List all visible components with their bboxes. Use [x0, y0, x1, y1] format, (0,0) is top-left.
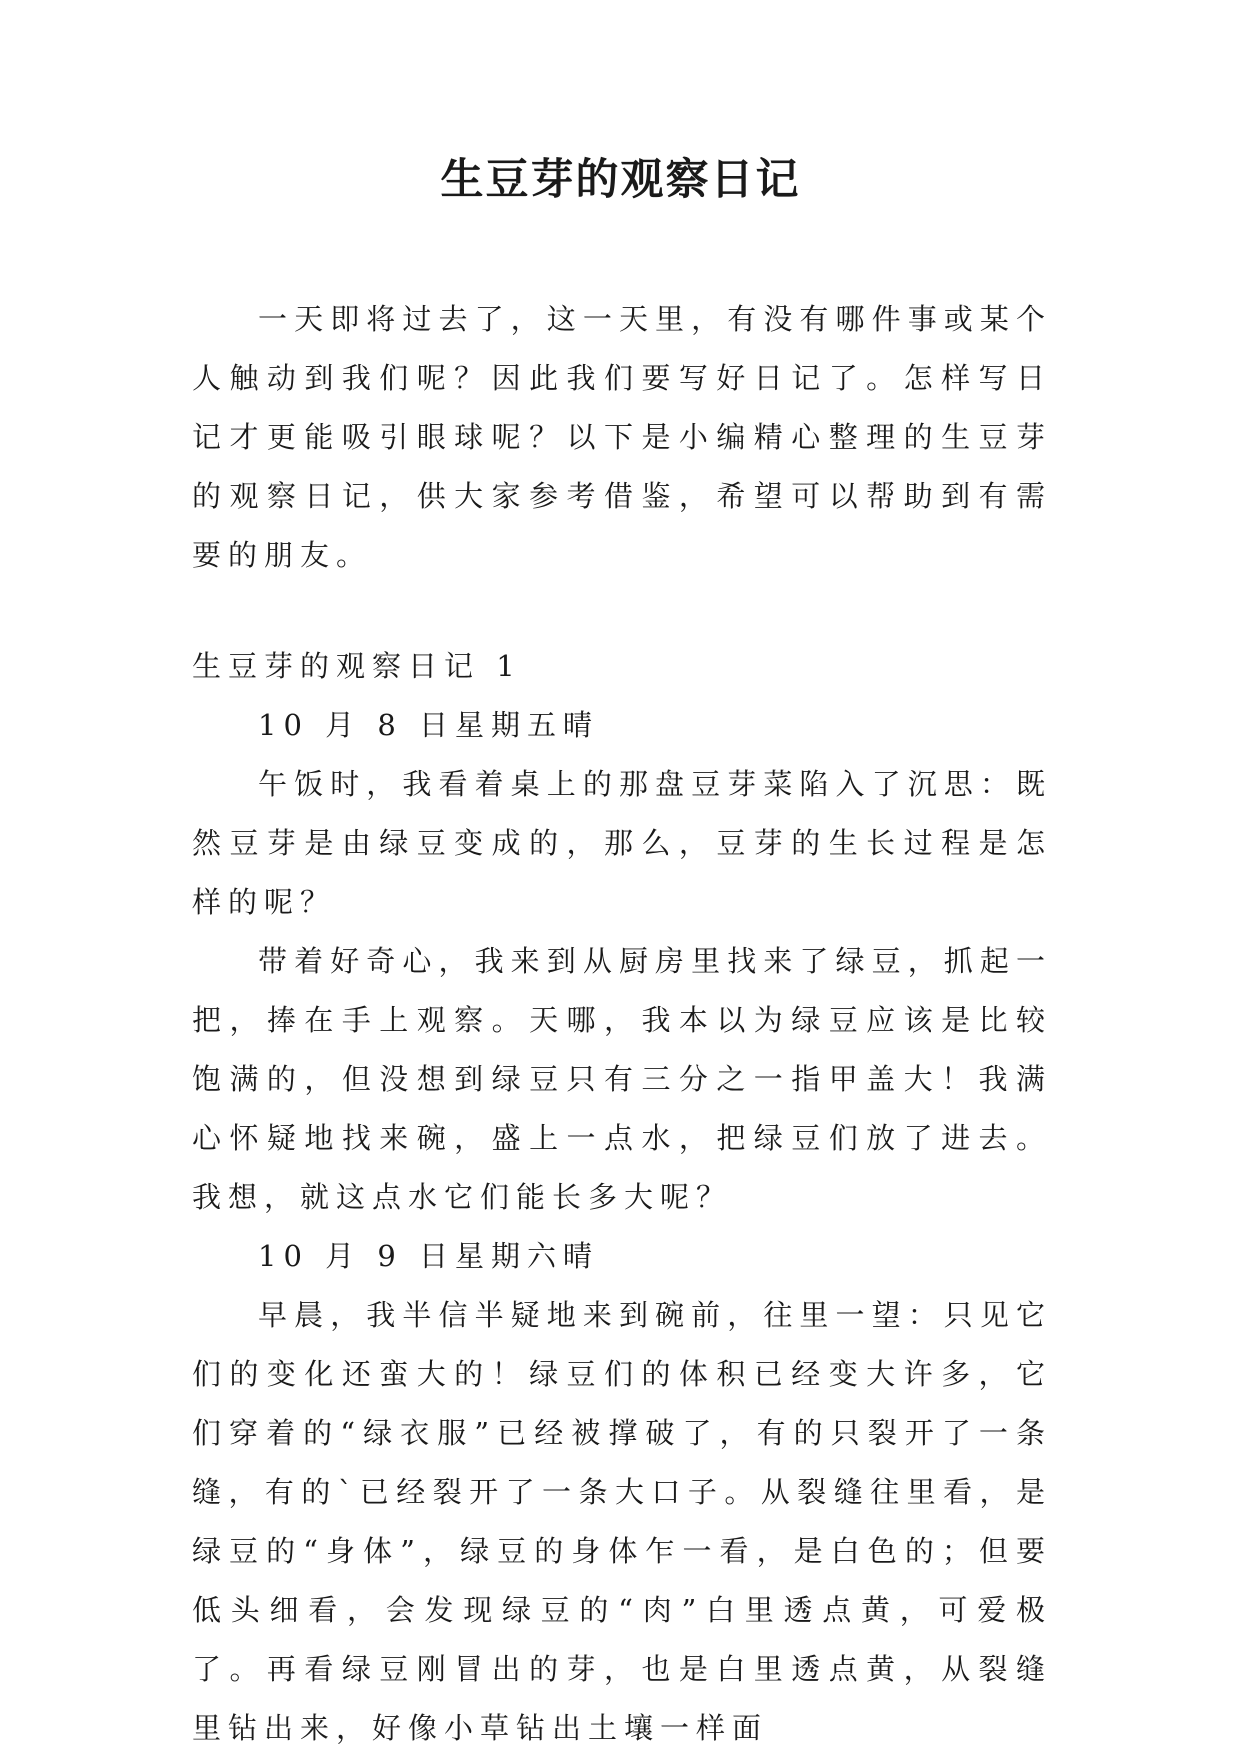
diary-paragraph-2: 带着好奇心，我来到从厨房里找来了绿豆，抓起一把，捧在手上观察。天哪，我本以为绿豆应该是比较饱满的，但没想到绿豆只有三分之一指甲盖大！我满心怀疑地找来碗，盛上一点水，把绿豆们放了进去。我想，就这点水它们能长多大呢？ [192, 944, 1052, 1214]
document-body [192, 290, 1052, 1758]
diary-date-1: 10 月 8 日星期五晴 [258, 708, 600, 742]
diary-date-2: 10 月 9 日星期六晴 [258, 1239, 600, 1273]
diary-paragraph-1: 午饭时，我看着桌上的那盘豆芽菜陷入了沉思：既然豆芽是由绿豆变成的，那么，豆芽的生长过程是怎样的呢？ [192, 767, 1052, 919]
diary-paragraph-3: 早晨，我半信半疑地来到碗前，往里一望：只见它们的变化还蛮大的！绿豆们的体积已经变大许多，它们穿着的“绿衣服”已经被撑破了，有的只裂开了一条缝，有的`已经裂开了一条大口子。从裂缝往里看，是绿豆的“身体”，绿豆的身体乍一看，是白色的；但要低头细看，会发现绿豆的“肉”白里透点黄，可爱极了。再看绿豆刚冒出的芽，也是白里透点黄，从裂缝里钻出来，好像小草钻出土壤一样面 [192, 1298, 1052, 1745]
intro-paragraph: 一天即将过去了，这一天里，有没有哪件事或某个人触动到我们呢？因此我们要写好日记了。怎样写日记才更能吸引眼球呢？以下是小编精心整理的生豆芽的观察日记，供大家参考借鉴，希望可以帮助到有需要的朋友。 [192, 302, 1052, 572]
section-heading: 生豆芽的观察日记 1 [192, 649, 522, 683]
document-title: 生豆芽的观察日记 [440, 155, 801, 205]
